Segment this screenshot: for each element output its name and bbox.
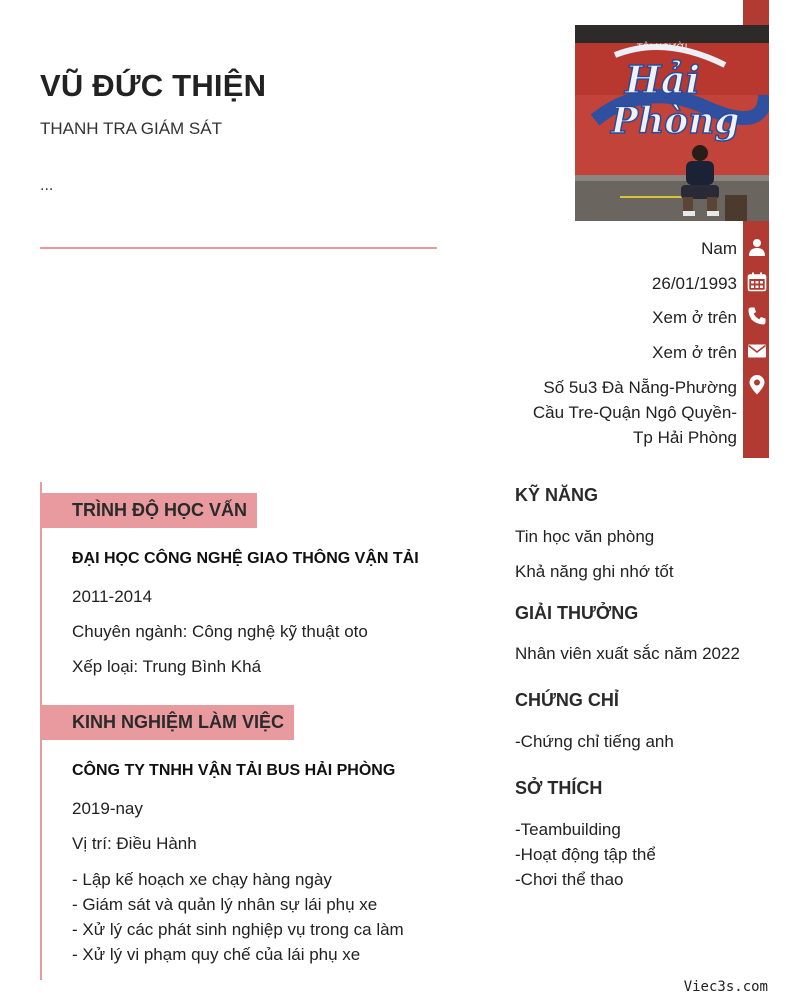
hobbies-list — [515, 817, 656, 892]
experience-period: 2019-nay — [72, 799, 143, 818]
sign-small-text: TÔI NGƯỜI — [637, 43, 688, 53]
certificate-item: -Chứng chỉ tiếng anh — [515, 732, 674, 751]
header-divider — [40, 247, 437, 249]
address-line-1: Số 5u3 Đà Nẵng-Phường — [543, 378, 737, 397]
duty-item: - Giám sát và quản lý nhân sự lái phụ xe — [72, 895, 378, 914]
person-icon — [747, 237, 767, 257]
certificates-heading: CHỨNG CHỈ — [515, 690, 619, 710]
sign-text-phong: Phòng — [611, 100, 740, 142]
awards-heading: GIẢI THƯỞNG — [515, 603, 639, 623]
profile-photo — [575, 25, 769, 221]
experience-heading: KINH NGHIỆM LÀM VIỆC — [42, 705, 294, 740]
skills-heading: KỸ NĂNG — [515, 485, 599, 505]
calendar-icon — [747, 272, 767, 292]
location-icon — [747, 375, 767, 395]
experience-duties — [72, 867, 404, 967]
footer-watermark: Viec3s.com — [683, 979, 768, 995]
email-text: Xem ở trên — [652, 343, 737, 362]
candidate-name: VŨ ĐỨC THIỆN — [40, 68, 267, 103]
education-major: Chuyên ngành: Công nghệ kỹ thuật oto — [72, 622, 368, 641]
email-icon — [747, 341, 767, 361]
phone-text: Xem ở trên — [652, 308, 737, 327]
hobby-item: -Chơi thể thao — [515, 870, 624, 889]
skill-item: Khả năng ghi nhớ tốt — [515, 562, 674, 581]
education-heading: TRÌNH ĐỘ HỌC VẤN — [42, 493, 257, 528]
experience-company: CÔNG TY TNHH VẬN TẢI BUS HẢI PHÒNG — [72, 762, 396, 779]
hobby-item: -Teambuilding — [515, 820, 621, 839]
duty-item: - Xử lý vi phạm quy chế của lái phụ xe — [72, 945, 361, 964]
birthdate-text: 26/01/1993 — [651, 274, 737, 293]
duty-item: - Lập kế hoạch xe chạy hàng ngày — [72, 870, 332, 889]
duty-item: - Xử lý các phát sinh nghiệp vụ trong ca làm — [72, 920, 404, 939]
address-text — [533, 375, 737, 450]
skill-item: Tin học văn phòng — [515, 527, 655, 546]
gender-text: Nam — [701, 239, 737, 258]
experience-position: Vị trí: Điều Hành — [72, 834, 197, 853]
hobbies-heading: SỞ THÍCH — [515, 778, 603, 798]
phone-icon — [747, 306, 767, 326]
address-line-3: Tp Hải Phòng — [633, 428, 737, 447]
job-title: THANH TRA GIÁM SÁT — [40, 119, 222, 138]
education-years: 2011-2014 — [72, 587, 153, 606]
award-item: Nhân viên xuất sắc năm 2022 — [515, 644, 740, 663]
sign-text-hai: Hải — [625, 57, 700, 102]
summary-text: ... — [40, 177, 54, 194]
hobby-item: -Hoạt động tập thể — [515, 845, 656, 864]
education-grade: Xếp loại: Trung Bình Khá — [72, 657, 262, 676]
address-line-2: Cầu Tre-Quận Ngô Quyền- — [532, 403, 737, 422]
education-school: ĐẠI HỌC CÔNG NGHỆ GIAO THÔNG VẬN TẢI — [72, 550, 419, 567]
